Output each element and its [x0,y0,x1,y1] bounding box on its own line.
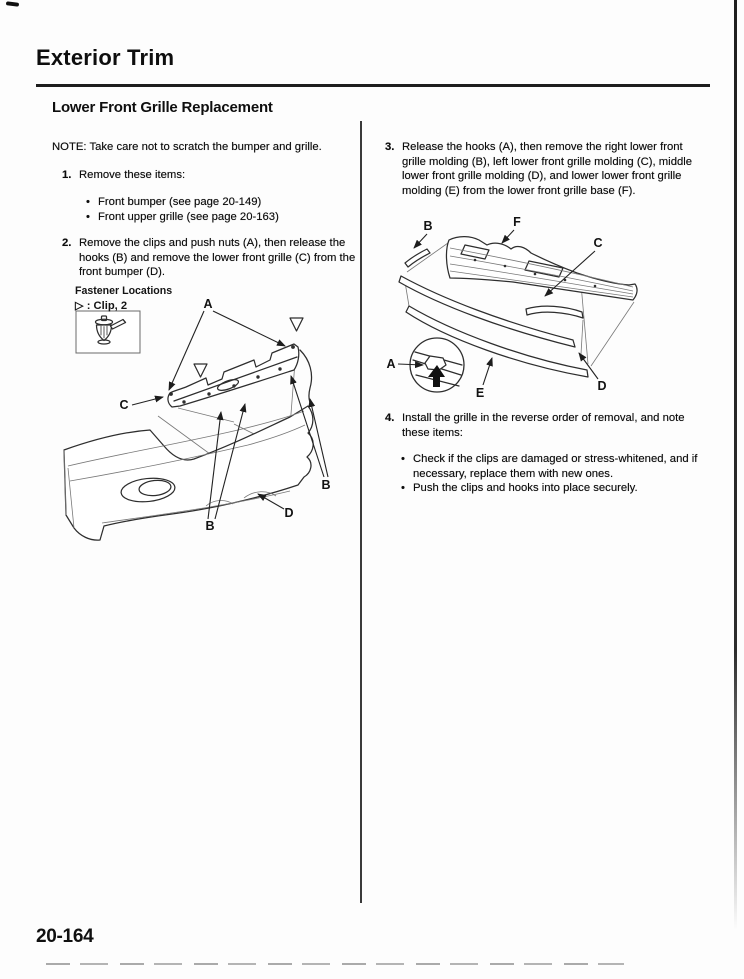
figure2-label-c: C [593,236,603,250]
figure1-label-d: D [284,506,294,520]
front-bumper-drawing [64,350,313,540]
list-item [86,210,348,225]
section-title: Lower Front Grille Replacement [52,99,273,116]
figure1-label-a: A [203,297,213,311]
note-text: NOTE: Take care not to scratch the bumper and grille. [52,141,322,153]
step-4-text: Install the grille in the reverse order of removal, and note these items: [402,412,685,439]
header-rule [36,84,710,87]
figure2-label-f: F [513,215,521,229]
list-item [401,481,701,496]
list-item-text: Front bumper (see page 20-149) [98,196,262,208]
figure2-label-d: D [597,379,607,393]
figure-grille-removal [58,278,368,544]
step-4 [385,411,700,440]
list-item-text: Front upper grille (see page 20-163) [98,210,279,223]
figure1-label-b-right: B [321,478,331,492]
figure1-label-b-bottom: B [205,519,215,533]
step-1-number: 1. [62,169,72,181]
bullet-glyph: • [86,196,90,208]
page-number: 20-164 [36,926,94,947]
figure2-label-b: B [423,219,433,233]
step-1-bullets [86,195,348,224]
bullet-glyph: • [401,453,405,465]
step-3-number: 3. [385,141,395,153]
figure1-caption: Fastener Locations [75,285,173,297]
step-1 [62,168,355,183]
step-2-number: 2. [62,237,72,249]
step-3-text: Release the hooks (A), then remove the right lower front grille molding (B), left lower front grille molding (C), middle lower front grille molding (D), and lower lower front grille molding (E) from the lower front grille base (F). [402,141,693,197]
figure1-label-c: C [119,398,129,412]
figure2-label-a: A [386,357,396,371]
list-item-text: Check if the clips are damaged or stress-whitened, and if necessary, replace them with new ones. [413,453,698,480]
step-2 [62,236,357,280]
clip-inset-box [76,311,140,353]
figure1-clip-legend: ▷ : Clip, 2 [75,300,128,312]
list-item [401,452,701,481]
figure-grille-moldings [383,214,673,410]
scan-page-edge [734,0,737,930]
step-4-bullets [401,452,701,496]
list-item [86,195,348,210]
grille-base-drawing [446,237,637,300]
step-2-text: Remove the clips and push nuts (A), then release the hooks (B) and remove the lower front grille (C) from the front bumper (D). [79,237,356,279]
figure2-label-e: E [475,386,485,400]
step-4-number: 4. [385,412,395,424]
page-title: Exterior Trim [36,45,175,70]
footer-dashed-rule [46,963,624,965]
step-1-text: Remove these items: [79,169,186,181]
bullet-glyph: • [401,482,405,495]
step-3 [385,140,700,198]
bullet-glyph: • [86,210,90,223]
list-item-text: Push the clips and hooks into place securely. [413,482,638,495]
scan-speck [6,1,19,7]
lower-front-grille-drawing [168,344,299,407]
